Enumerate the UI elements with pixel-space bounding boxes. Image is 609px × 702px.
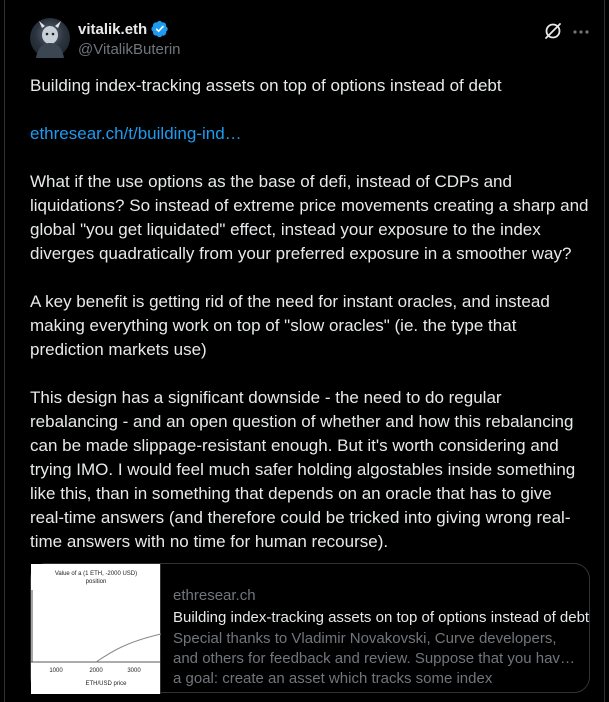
post-title-line: Building index-tracking assets on top of options instead of debt — [30, 76, 502, 95]
avatar-image — [30, 18, 70, 58]
thumbnail-tick-3: 3000 — [127, 668, 141, 674]
link-preview-text[interactable] — [161, 564, 590, 692]
link-preview-thumbnail[interactable] — [31, 564, 161, 694]
post-paragraph-2: A key benefit is getting rid of the need for instant oracles, and instead making everything work on top of "slow oracles" (ie. the type that prediction markets use) — [30, 292, 550, 359]
link-preview-title: Building index-tracking assets on top of options instead of debt — [173, 609, 590, 626]
thumbnail-tick-2: 2000 — [89, 668, 103, 674]
post-link[interactable]: ethresear.ch/t/building-ind… — [30, 124, 242, 143]
author-handle[interactable]: @VitalikButerin — [78, 41, 181, 58]
more-icon[interactable] — [571, 22, 591, 42]
author-name[interactable]: vitalik.eth — [78, 20, 148, 38]
post-paragraph-3: This design has a significant downside - the need to do regular rebalancing - and an open question of whether and how this rebalancing can be made slippage-resistant enough. But it's worth considering and trying IMO. I would feel much safer holding algostables inside something like this, than in something that depends on an oracle that has to give real-time answers (and therefore could be tricked into giving wrong real-time answers with no time for human recourse). — [30, 388, 576, 551]
post-body — [30, 74, 590, 554]
thumbnail-title-1: Value of a (1 ETH, -2000 USD) — [54, 571, 138, 577]
grok-icon[interactable] — [543, 21, 563, 41]
post-container — [4, 0, 605, 702]
thumbnail-xlabel: ETH/USD price — [85, 681, 127, 687]
link-preview-description: Special thanks to Vladimir Novakovski, Curve developers, and others for feedback and review. Suppose that you have a goal: create an asset which tracks some index — [173, 630, 569, 687]
avatar[interactable] — [30, 18, 70, 58]
thumbnail-chart — [31, 564, 161, 694]
thumbnail-title-2: position — [85, 579, 107, 585]
post-paragraph-1: What if the use options as the base of defi, instead of CDPs and liquidations? So instead of extreme price movements creating a sharp and global "you get liquidated" effect, instead your exposure to the index diverges quadratically from your preferred exposure in a smoother way? — [30, 172, 589, 263]
link-preview-domain: ethresear.ch — [173, 587, 256, 604]
link-preview-card[interactable] — [30, 563, 590, 693]
verified-badge-icon[interactable] — [151, 20, 169, 38]
author-name-row[interactable] — [78, 20, 169, 38]
thumbnail-tick-1: 1000 — [49, 668, 63, 674]
